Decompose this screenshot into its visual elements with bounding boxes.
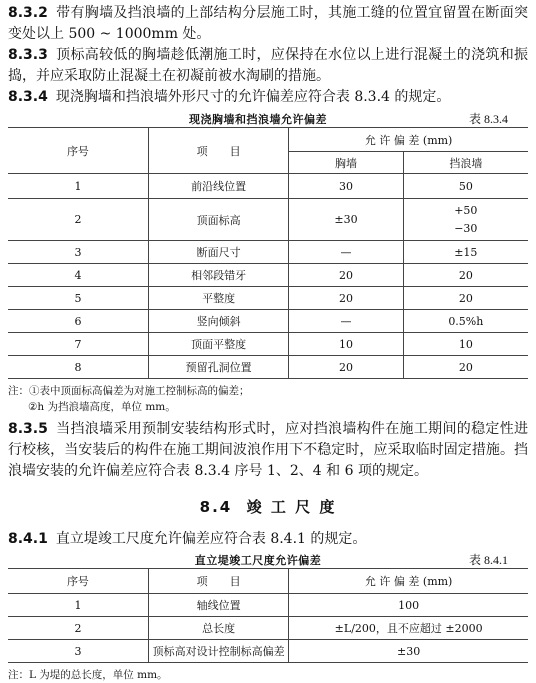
table-number: 表 8.4.1 <box>468 553 508 567</box>
table-8-3-4 <box>8 127 528 379</box>
clause-number: 8.3.3 <box>8 47 48 63</box>
cell-seq: 3 <box>8 241 148 264</box>
table-caption <box>8 550 528 568</box>
cell-breast: 20 <box>289 287 403 310</box>
table-row <box>8 333 528 356</box>
clause-text: 顶标高较低的胸墙趁低潮施工时，应保持在水位以上进行混凝土的浇筑和振捣，并应采取防止混凝土在初凝前被水淘刷的措施。 <box>8 47 528 84</box>
cell-item: 顶面平整度 <box>148 333 288 356</box>
cell-seq: 7 <box>8 333 148 356</box>
cell-breast: — <box>289 241 403 264</box>
cell-wave: 0.5%h <box>403 310 528 333</box>
cell-seq: 3 <box>8 640 148 663</box>
cell-item: 竖向倾斜 <box>148 310 288 333</box>
header-seq: 序号 <box>8 128 148 174</box>
table-title: 直立堤竣工尺度允许偏差 <box>194 554 322 567</box>
cell-wave: 10 <box>403 333 528 356</box>
cell-wave: 20 <box>403 287 528 310</box>
header-breast-wall: 胸墙 <box>289 152 403 174</box>
header-tolerance: 允 许 偏 差 (mm) <box>289 128 528 152</box>
cell-item: 总长度 <box>148 617 288 640</box>
header-tolerance: 允 许 偏 差 (mm) <box>289 569 528 594</box>
clause-text: 直立堤竣工尺度允许偏差应符合表 8.4.1 的规定。 <box>55 531 367 547</box>
cell-value: 100 <box>289 594 528 617</box>
table-row <box>8 174 528 199</box>
cell-seq: 2 <box>8 617 148 640</box>
clause-number: 8.4.1 <box>8 531 48 547</box>
cell-item: 顶标高对设计控制标高偏差 <box>148 640 288 663</box>
cell-seq: 1 <box>8 594 148 617</box>
table-row <box>8 356 528 379</box>
cell-value: ±L/200，且不应超过 ±2000 <box>289 617 528 640</box>
cell-seq: 1 <box>8 174 148 199</box>
cell-breast: 10 <box>289 333 403 356</box>
table-number: 表 8.3.4 <box>468 112 508 126</box>
cell-item: 断面尺寸 <box>148 241 288 264</box>
cell-item: 相邻段错牙 <box>148 264 288 287</box>
cell-item: 平整度 <box>148 287 288 310</box>
header-item: 项 目 <box>148 569 288 594</box>
table-row <box>8 594 528 617</box>
cell-wave: ±15 <box>403 241 528 264</box>
table-title: 现浇胸墙和挡浪墙允许偏差 <box>189 113 327 126</box>
clause-8-4-1 <box>8 529 528 550</box>
clause-8-3-5 <box>8 419 528 482</box>
cell-wave: 20 <box>403 264 528 287</box>
clause-text: 当挡浪墙采用预制安装结构形式时，应对挡浪墙构件在施工期间的稳定性进行校核，当安装后的构件在施工期间波浪作用下不稳定时，应采取临时固定措施。挡浪墙安装的允许偏差应符合表 8.3.4 序号 1、2、4 和 6 项的规定。 <box>8 421 528 479</box>
clause-number: 8.3.2 <box>8 5 48 21</box>
table-note: 注：①表中顶面标高偏差为对施工控制标高的偏差； <box>8 385 250 397</box>
table-note: ②h 为挡浪墙高度，单位 mm。 <box>28 401 176 413</box>
table-8-4-1 <box>8 568 528 663</box>
cell-wave: 50 <box>403 174 528 199</box>
cell-wave <box>403 199 528 241</box>
clause-number: 8.3.5 <box>8 421 48 437</box>
cell-lower-tolerance: −30 <box>454 221 478 235</box>
cell-seq: 8 <box>8 356 148 379</box>
cell-seq: 4 <box>8 264 148 287</box>
table-row <box>8 640 528 663</box>
cell-wave: 20 <box>403 356 528 379</box>
clause-8-3-4 <box>8 87 528 108</box>
table-row <box>8 199 528 241</box>
cell-breast: ±30 <box>289 199 403 241</box>
clause-text: 带有胸墙及挡浪墙的上部结构分层施工时，其施工缝的位置宜留置在断面突变处以上 500 ~ 1000mm 处。 <box>8 5 528 42</box>
cell-item: 轴线位置 <box>148 594 288 617</box>
cell-item: 预留孔洞位置 <box>148 356 288 379</box>
cell-item: 前沿线位置 <box>148 174 288 199</box>
cell-seq: 6 <box>8 310 148 333</box>
header-wave-wall: 挡浪墙 <box>403 152 528 174</box>
cell-breast: 30 <box>289 174 403 199</box>
clause-8-3-2 <box>8 3 528 45</box>
header-seq: 序号 <box>8 569 148 594</box>
section-number: 8.4 <box>199 498 233 516</box>
cell-breast: 20 <box>289 264 403 287</box>
cell-item: 顶面标高 <box>148 199 288 241</box>
table-row <box>8 264 528 287</box>
table-row <box>8 617 528 640</box>
header-item: 项 目 <box>148 128 288 174</box>
cell-breast: 20 <box>289 356 403 379</box>
table-row <box>8 310 528 333</box>
table-row <box>8 287 528 310</box>
cell-seq: 2 <box>8 199 148 241</box>
cell-value: ±30 <box>289 640 528 663</box>
clause-number: 8.3.4 <box>8 89 48 105</box>
cell-breast: — <box>289 310 403 333</box>
cell-seq: 5 <box>8 287 148 310</box>
table-row <box>8 241 528 264</box>
section-title: 竣 工 尺 度 <box>246 498 337 516</box>
section-heading <box>8 496 528 517</box>
clause-text: 现浇胸墙和挡浪墙外形尺寸的允许偏差应符合表 8.3.4 的规定。 <box>55 89 451 105</box>
clause-8-3-3 <box>8 45 528 87</box>
cell-upper-tolerance: +50 <box>454 203 478 217</box>
table-caption <box>8 109 528 127</box>
table-note: 注：L 为堤的总长度，单位 mm。 <box>8 669 168 681</box>
